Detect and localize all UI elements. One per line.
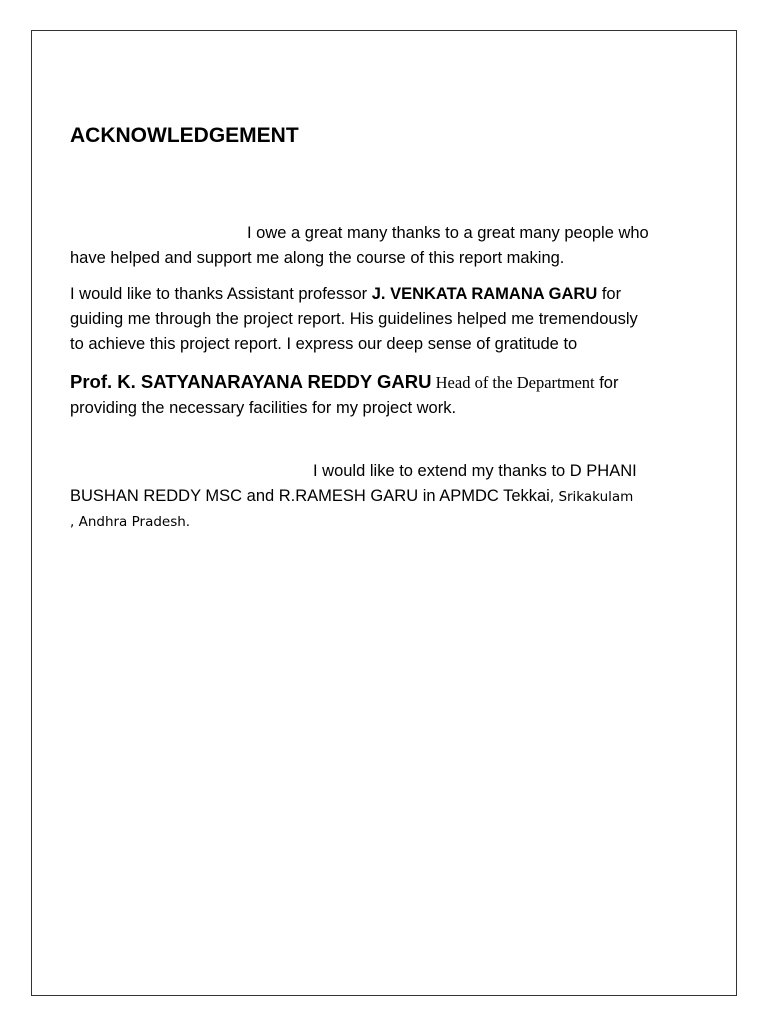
paragraph-2-line-1-post: for (597, 285, 622, 303)
paragraph-4-line-3: , Andhra Pradesh. (70, 514, 191, 530)
paragraph-3-line-2: providing the necessary facilities for my project work. (70, 399, 457, 417)
paragraph-2-line-2: guiding me through the project report. His guidelines helped me tremendously (70, 310, 638, 328)
paragraph-4-line-2-tail: , Srikakulam (549, 489, 634, 505)
paragraph-1-line-1: I owe a great many thanks to a great many people who (247, 224, 649, 242)
paragraph-4-line-1: I would like to extend my thanks to D PHANI (313, 462, 637, 480)
paragraph-2-line-1-pre: I would like to thanks Assistant professor (70, 285, 372, 303)
paragraph-1-line-2: have helped and support me along the course of this report making. (70, 249, 565, 267)
paragraph-4-line-2-main: BUSHAN REDDY MSC and R.RAMESH GARU in APMDC Tekkai (70, 487, 550, 505)
paragraph-assistant-professor (70, 282, 710, 357)
paragraph-thanks-intro (70, 221, 710, 271)
paragraph-head-of-department (70, 369, 710, 421)
hod-name: Prof. K. SATYANARAYANA REDDY GARU (70, 371, 432, 392)
page-title: ACKNOWLEDGEMENT (70, 124, 299, 147)
paragraph-extended-thanks (70, 459, 710, 535)
paragraph-2-line-3: to achieve this project report. I express our deep sense of gratitude to (70, 335, 578, 353)
hod-role: Head of the Department (431, 373, 595, 392)
document-page (31, 30, 737, 996)
paragraph-3-line-1-post: for (594, 374, 619, 392)
assistant-professor-name: J. VENKATA RAMANA GARU (371, 285, 598, 303)
